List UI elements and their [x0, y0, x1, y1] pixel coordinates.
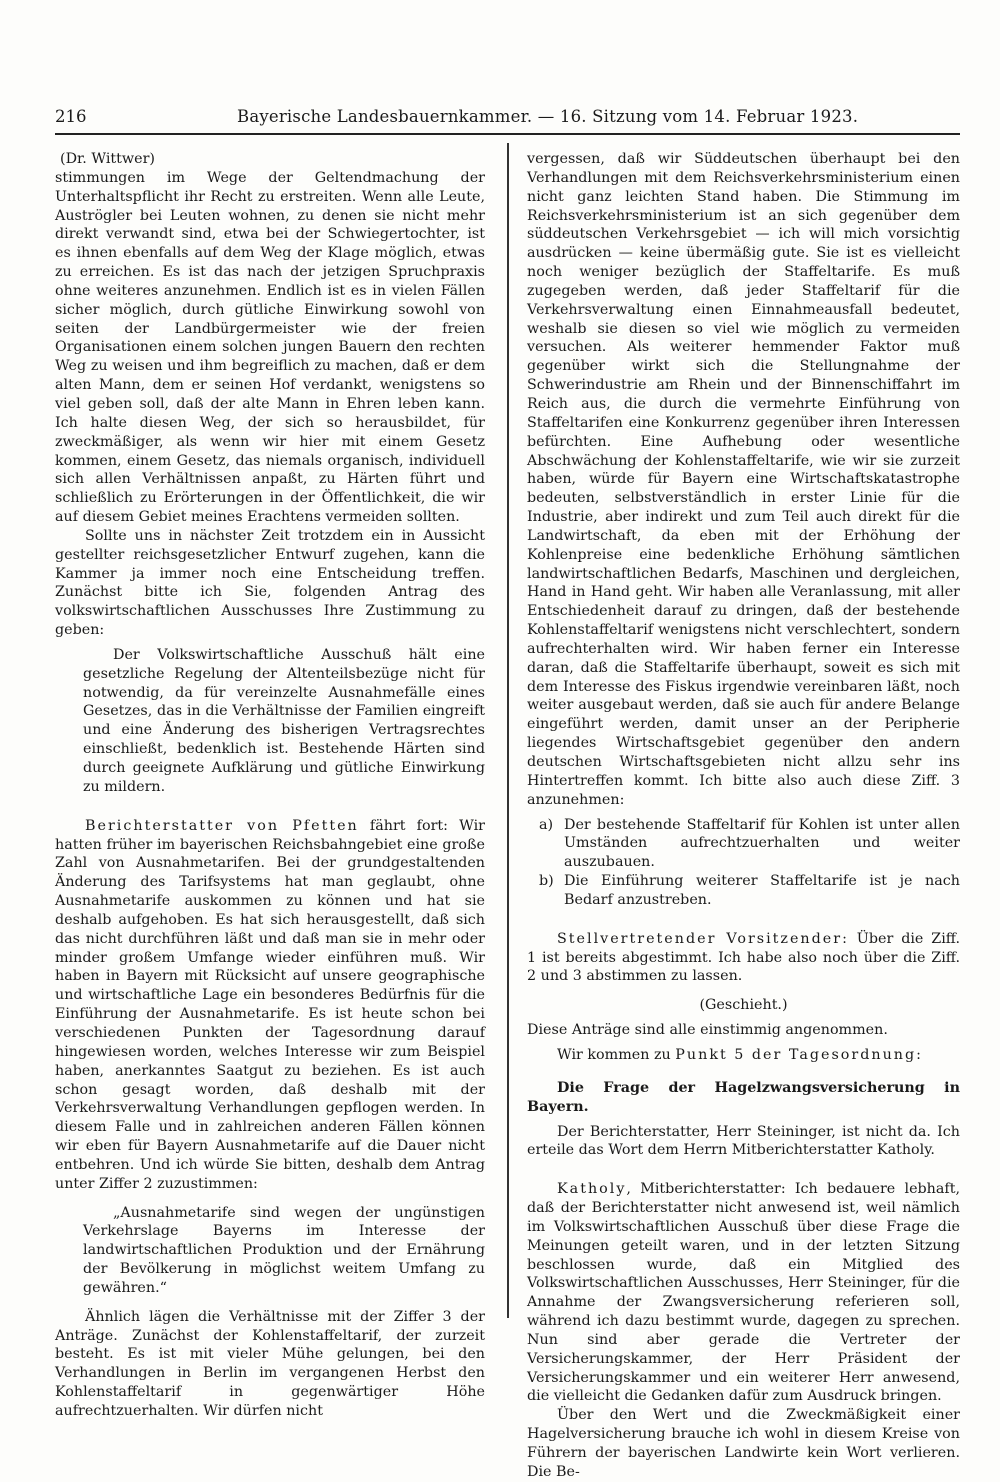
paragraph-text: , Mitberichterstatter: Ich bedauere lebhaft, daß der Berichterstatter nicht anwesend ist, weil nämlich im Volkswirtschaftlichen Ausschuß über diese Frage die Meinungen geteilt waren, und in der letzten Sitzung beschlossen wurde, daß ein Mitglied des Volkswirtschaftlichen Ausschusses, Herr Steininger, für die Annahme der Zwangsversicherung referieren soll, während ich dazu bestimmt wurde, dagegen zu sprechen. Nun sind aber gerade die Vertreter der Versicherungskammer, der Herr Präsident der Versicherungskammer und ein weiterer Herr anwesend, die vielleicht die Gedanken dafür zum Ausdruck bringen.	[527, 1181, 960, 1405]
list-item	[527, 816, 960, 873]
spacer	[527, 986, 960, 996]
paragraph	[527, 1180, 960, 1406]
spacer	[527, 1160, 960, 1180]
speaker-name: Stellvertretender Vorsitzender:	[557, 930, 849, 947]
list-item-text: Der bestehende Staffeltarif für Kohlen ist unter allen Umständen aufrechtzuerhalten und weiter auszubauen.	[564, 816, 960, 871]
agenda-prefix: Wir kommen zu	[557, 1046, 676, 1063]
running-title: Bayerische Landesbauernkammer. — 16. Sitzung vom 14. Februar 1923.	[237, 107, 859, 126]
parenthetical-note: (Geschieht.)	[699, 997, 788, 1014]
paragraph: Der Berichterstatter, Herr Steininger, ist nicht da. Ich erteile das Wort dem Herrn Mitberichterstatter Katholy.	[527, 1123, 960, 1159]
page-number: 216	[55, 107, 87, 126]
spacer	[55, 797, 485, 817]
agenda-line	[527, 1046, 960, 1065]
spacer	[55, 1298, 485, 1308]
column-divider	[507, 143, 509, 1318]
agenda-item: Punkt 5 der Tagesordnung:	[675, 1046, 923, 1063]
list-item	[527, 872, 960, 910]
spacer	[527, 910, 960, 930]
spacer	[527, 1065, 960, 1079]
paragraph: vergessen, daß wir Süddeutschen überhaupt bei den Verhandlungen mit dem Reichsverkehrsministerium einen nicht ganz leichten Stand haben. Die Stimmung im Reichsverkehrsministerium ist an sich gegenüber dem süddeutschen Verkehrsgebiet — ich will mich vorsichtig ausdrücken — keine übermäßig gute. Sie ist es vielleicht noch weniger bezüglich der Staffeltarife. Es muß zugegeben werden, daß jeder Staffeltarif für die Verkehrsverwaltung einen Einnahmeausfall bedeutet, weshalb sie diesen so viel wie möglich zu vermeiden versuchen. Als weiterer hemmender Faktor muß gegenüber wirkt sich die Stellungnahme der Schwerindustrie am Rhein und der Binnenschiffahrt im Reich aus, die durch die vermehrte Einführung von Staffeltarifen eine Konkurrenz gegenüber ihren Interessen befürchten. Eine Aufhebung oder wesentliche Abschwächung der Kohlenstaffeltarife, wie wir sie zurzeit haben, würde für Bayern eine Wirtschaftskatastrophe bedeuten, selbstverständlich in erster Linie für die Industrie, aber indirekt und zum Teil auch direkt für die Landwirtschaft, da eben mit der Erhöhung der Kohlenpreise eine bedenkliche Erhöhung sämtlichen landwirtschaftlichen Bedarfs, Maschinen und dergleichen, Hand in Hand geht. Wir haben alle Veranlassung, mit aller Entschiedenheit darauf zu dringen, daß der bestehende Kohlenstaffeltarif wenigstens nicht verschlechtert, sondern aufrechterhalten wird. Wir haben ferner ein Interesse daran, daß die Staffeltarife überhaupt, soweit es sich mit dem Interesse des Fiskus irgendwie vereinbaren läßt, noch weiter ausgebaut werden, daß sie auch für andere Belange eingeführt werden, damit unser an der Peripherie liegendes Wirtschaftsgebiet gegenüber den andern deutschen Wirtschaftsgebieten nicht allzu sehr ins Hintertreffen kommt. Ich bitte also auch diese Ziff. 3 anzunehmen:	[527, 151, 960, 808]
paragraph-text: Über die Ziff. 1 ist bereits abgestimmt. Ich habe also noch über die Ziff. 2 und 3 abstimmen zu lassen.	[527, 930, 960, 985]
list-marker: b)	[539, 873, 554, 890]
motion-quote: „Ausnahmetarife sind wegen der ungünstigen Verkehrslage Bayerns im Interesse der landwirtschaftlichen Produktion und der Ernährung der Bevölkerung in möglichst weitem Umfang zu gewähren.“	[83, 1204, 485, 1296]
paragraph: Über den Wert und die Zweckmäßigkeit einer Hagelversicherung brauche ich wohl in diesem Kreise von Führern der bayerischen Landwirte kein Wort verlieren. Die Be-	[527, 1407, 960, 1480]
list-marker: a)	[539, 816, 554, 833]
header-rule	[55, 133, 960, 135]
spacer	[55, 1194, 485, 1204]
left-column	[55, 150, 485, 1421]
paragraph-text: fährt fort: Wir hatten früher im bayerischen Reichsbahngebiet eine große Zahl von Ausnahmetarifen. Bei der grundgestaltenden Änderung des Tarifsystems hat man geglaubt, ohne Ausnahmetarife auskommen zu können und hat sie deshalb aufgehoben. Es hat sich herausgestellt, daß sich das nicht durchführen läßt und daß man sie in mehr oder minder großem Umfange wieder einführen muß. Wir haben in Bayern mit Rücksicht auf unsere geographische und wirtschaftliche Lage ein besonderes Bedürfnis für die Einführung der Ausnahmetarife. Es ist heute schon bei verschiedenen Punkten der Tagesordnung darauf hingewiesen worden, welches Interesse wir zum Beispiel haben, anerkanntes Saatgut zu beziehen. Es ist auch schon gesagt worden, daß deshalb mit der Verkehrsverwaltung Verhandlungen gepflogen werden. In diesem Falle und in zahlreichen anderen Fällen können wir eben für Bayern Ausnahmetarife auf die Dauer nicht entbehren. Und ich würde Sie bitten, deshalb dem Antrag unter Ziffer 2 zuzustimmen:	[55, 817, 485, 1192]
paragraph: Sollte uns in nächster Zeit trotzdem ein in Aussicht gestellter reichsgesetzlicher Entwurf zugehen, kann die Kammer ja immer noch eine Entscheidung treffen. Zunächst bitte ich Sie, folgenden Antrag des volkswirtschaftlichen Ausschusses Ihre Zustimmung zu geben:	[55, 527, 485, 639]
paragraph: Ähnlich lägen die Verhältnisse mit der Ziffer 3 der Anträge. Zunächst der Kohlenstaffeltarif, der zurzeit besteht. Es ist mit vieler Mühe gelungen, bei den Verhandlungen in Berlin im vergangenen Herbst den Kohlenstaffeltarif in gegenwärtiger Höhe aufrechtzuerhalten. Wir dürfen nicht	[55, 1308, 485, 1419]
section-heading: Die Frage der Hagelzwangsversicherung in Bayern.	[527, 1079, 960, 1115]
right-column	[527, 150, 960, 1482]
paragraph	[55, 817, 485, 1194]
list-item-text: Die Einführung weiterer Staffeltarife ist je nach Bedarf anzustreben.	[564, 873, 960, 908]
paragraph	[527, 930, 960, 987]
speaker-label: (Dr. Wittwer)	[60, 151, 156, 167]
paragraph: Diese Anträge sind alle einstimmig angenommen.	[527, 1022, 888, 1039]
speaker-name: Katholy	[557, 1181, 627, 1198]
motion-quote: Der Volkswirtschaftliche Ausschuß hält eine gesetzliche Regelung der Altenteilsbezüge nicht für notwendig, da für vereinzelte Ausnahmefälle eines Gesetzes, das in die Verhältnisse der Familien eingreift und eine Änderung des bisherigen Vertragsrechtes einschließt, bedenklich ist. Bestehende Härten sind durch geeignete Aufklärung und gütliche Einwirkung zu mildern.	[83, 646, 485, 795]
paragraph: stimmungen im Wege der Geltendmachung der Unterhaltspflicht ihr Recht zu erstreiten. Wenn alle Leute, Auströgler bei Leuten wohnen, zu denen sie nicht mehr direkt verwandt sind, etwa bei der Schwiegertochter, ist es ihnen ebenfalls auf dem Weg der Klage möglich, etwas zu erreichen. Es ist das nach der jetzigen Spruchpraxis ohne weiteres anzunehmen. Endlich ist es in vielen Fällen sicher möglich, durch gütliche Einwirkung sowohl von seiten der Landbürgermeister wie der freien Organisationen einem solchen jungen Bauern den rechten Weg zu weisen und ihm begreiflich zu machen, daß er dem alten Mann, dem er seinen Hof verdankt, wenigstens so viel geben soll, daß der alte Mann in Ehren leben kann. Ich halte diesen Weg, der sich so herausbildet, für zweckmäßiger, als wenn wir hier mit einem Gesetz kommen, einem Gesetz, das niemals organisch, individuell sich allen Verhältnissen anpaßt, zu Härten führt und schließlich zu Erörterungen in der Öffentlichkeit, die wir auf diesem Gebiet meines Erachtens vermeiden sollten.	[55, 169, 485, 526]
speaker-name: Berichterstatter von Pfetten	[85, 817, 359, 834]
page-header	[55, 104, 960, 130]
